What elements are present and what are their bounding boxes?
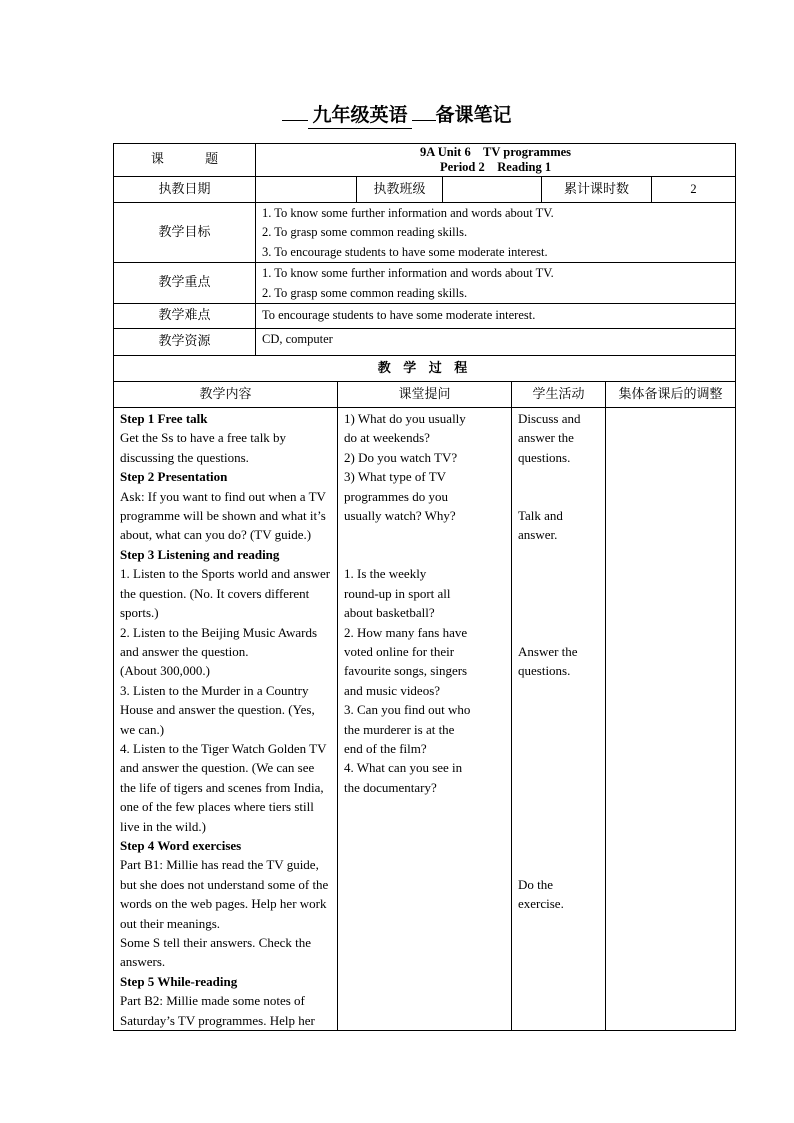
date-value[interactable] [256, 177, 357, 203]
activity-line [518, 720, 599, 739]
hours-label: 累计课时数 [542, 177, 652, 203]
difficulties-row [114, 304, 736, 329]
question-line: about basketball? [344, 605, 435, 621]
question-line: 1. Is the weekly [344, 566, 427, 582]
title-notes: 备课笔记 [435, 104, 512, 126]
content-line: programme will be shown and what it’s [120, 508, 326, 524]
process-heading: 教 学 过 程 [114, 356, 736, 382]
date-label: 执教日期 [114, 177, 256, 203]
resources-label: 教学资源 [114, 329, 256, 356]
content-line: one of the few places where tiers still [120, 799, 314, 815]
content-line: sports.) [120, 605, 159, 621]
title-subject: 九年级英语 [308, 102, 411, 129]
activity-line: Talk and [518, 508, 563, 524]
activity-line: Discuss and [518, 411, 581, 427]
class-label: 执教班级 [357, 177, 443, 203]
content-line: the question. (No. It covers different [120, 585, 310, 601]
content-line: Part B2: Millie made some notes of [120, 993, 305, 1009]
question-line: the murderer is at the [344, 721, 455, 737]
class-value[interactable] [443, 177, 542, 203]
content-list [120, 409, 331, 1030]
difficulties-value: To encourage students to have some moderate interest. [256, 304, 736, 329]
questions-list [344, 409, 505, 797]
activity-line [518, 836, 599, 855]
content-line: but she does not understand some of the [120, 876, 329, 892]
column-content-header: 教学内容 [114, 382, 338, 408]
content-line: words on the web pages. Help her work [120, 896, 327, 912]
objective-item: 2. To grasp some common reading skills. [262, 225, 468, 240]
content-line: Saturday’s TV programmes. Help her [120, 1012, 315, 1028]
content-line: (About 300,000.) [120, 663, 210, 679]
question-line: programmes do you [344, 488, 448, 504]
process-columns-row [114, 382, 736, 408]
activity-line [518, 681, 599, 700]
topic-value [256, 144, 736, 177]
content-line: 1. Listen to the Sports world and answer [120, 566, 331, 582]
activity-line: questions. [518, 449, 571, 465]
activity-line: Answer the [518, 643, 578, 659]
content-line: Step 1 Free talk [120, 411, 208, 427]
content-line: live in the wild.) [120, 818, 206, 834]
content-line: Step 5 While-reading [120, 973, 238, 989]
activity-line [518, 817, 599, 836]
content-line: House and answer the question. (Yes, [120, 702, 315, 718]
question-line: the documentary? [344, 779, 437, 795]
questions-cell [338, 408, 512, 1031]
column-adjustments-header: 集体备课后的调整 [606, 382, 736, 408]
question-line: 3. Can you find out who [344, 702, 471, 718]
activity-line [518, 487, 599, 506]
schedule-row [114, 177, 736, 203]
activity-line [518, 564, 599, 583]
content-line: discussing the questions. [120, 449, 249, 465]
question-line: do at weekends? [344, 430, 430, 446]
content-line: 3. Listen to the Murder in a Country [120, 682, 309, 698]
question-line: 1) What do you usually [344, 411, 466, 427]
content-line: we can.) [120, 721, 165, 737]
activity-line: Do the [518, 876, 554, 892]
resources-row [114, 329, 736, 356]
objective-item: 3. To encourage students to have some moderate interest. [262, 244, 548, 259]
topic-line-2: Period 2 Reading 1 [439, 160, 552, 174]
activity-line [518, 700, 599, 719]
activity-line [518, 758, 599, 777]
question-line: 4. What can you see in [344, 760, 463, 776]
activity-line [518, 739, 599, 758]
content-line: Some S tell their answers. Check the [120, 935, 311, 950]
content-line: Ask: If you want to find out when a TV [120, 488, 326, 504]
process-heading-row [114, 356, 736, 382]
objectives-label: 教学目标 [114, 203, 256, 263]
keypoints-list [256, 263, 736, 304]
content-line: 2. Listen to the Beijing Music Awards [120, 624, 318, 640]
title-underline [282, 120, 308, 121]
activity-line [518, 623, 599, 642]
activity-line: answer the [518, 430, 574, 446]
activity-line [518, 584, 599, 603]
objective-item: 1. To know some further information and words about TV. [262, 206, 554, 220]
content-line: Step 3 Listening and reading [120, 546, 280, 562]
topic-label: 课 题 [114, 144, 256, 177]
activity-line: questions. [518, 663, 571, 679]
lesson-plan-table [113, 143, 736, 1031]
content-line: Part B1: Millie has read the TV guide, [120, 857, 319, 873]
topic-row [114, 144, 736, 177]
activity-line [518, 797, 599, 816]
content-line: answers. [120, 954, 166, 970]
activity-line: exercise. [518, 896, 564, 912]
content-line: and answer the question. [120, 643, 249, 659]
content-line: out their meanings. [120, 915, 221, 931]
difficulties-label: 教学难点 [114, 304, 256, 329]
objectives-row [114, 203, 736, 263]
page-title [0, 102, 794, 129]
process-body-row [114, 408, 736, 1031]
topic-line-1: 9A Unit 6 TV programmes [420, 145, 572, 159]
hours-value: 2 [652, 177, 736, 203]
question-line: voted online for their [344, 643, 455, 659]
content-line: about, what can you do? (TV guide.) [120, 527, 312, 543]
activity-line [518, 778, 599, 797]
activity-line [518, 603, 599, 622]
activity-line [518, 855, 599, 874]
activity-line [518, 467, 599, 486]
content-line: Step 2 Presentation [120, 469, 228, 485]
content-line: Step 4 Word exercises [120, 837, 242, 853]
content-line: Get the Ss to have a free talk by [120, 430, 287, 446]
resources-value: CD, computer [256, 329, 736, 356]
question-line [344, 525, 505, 544]
question-line [344, 545, 505, 564]
keypoints-label: 教学重点 [114, 263, 256, 304]
keypoints-row [114, 263, 736, 304]
activities-cell [512, 408, 606, 1031]
activity-line: answer. [518, 527, 558, 543]
title-underline [412, 120, 436, 121]
question-line: usually watch? Why? [344, 508, 456, 524]
column-questions-header: 课堂提问 [338, 382, 512, 408]
question-line: 2) Do you watch TV? [344, 449, 458, 465]
question-line: favourite songs, singers [344, 663, 468, 679]
keypoint-item: 2. To grasp some common reading skills. [262, 285, 468, 300]
question-line: and music videos? [344, 682, 441, 698]
content-cell [114, 408, 338, 1031]
question-line: 2. How many fans have [344, 624, 468, 640]
column-activities-header: 学生活动 [512, 382, 606, 408]
question-line: end of the film? [344, 740, 427, 756]
activity-line [518, 545, 599, 564]
question-line: 3) What type of TV [344, 469, 447, 485]
activities-list [518, 409, 599, 914]
content-line: and answer the question. (We can see [120, 760, 315, 776]
content-line: 4. Listen to the Tiger Watch Golden TV [120, 740, 327, 756]
keypoint-item: 1. To know some further information and words about TV. [262, 266, 554, 281]
objectives-list [256, 203, 736, 263]
adjustments-cell[interactable] [606, 408, 736, 1031]
content-line: the life of tigers and scenes from India, [120, 779, 324, 795]
question-line: round-up in sport all [344, 585, 451, 601]
